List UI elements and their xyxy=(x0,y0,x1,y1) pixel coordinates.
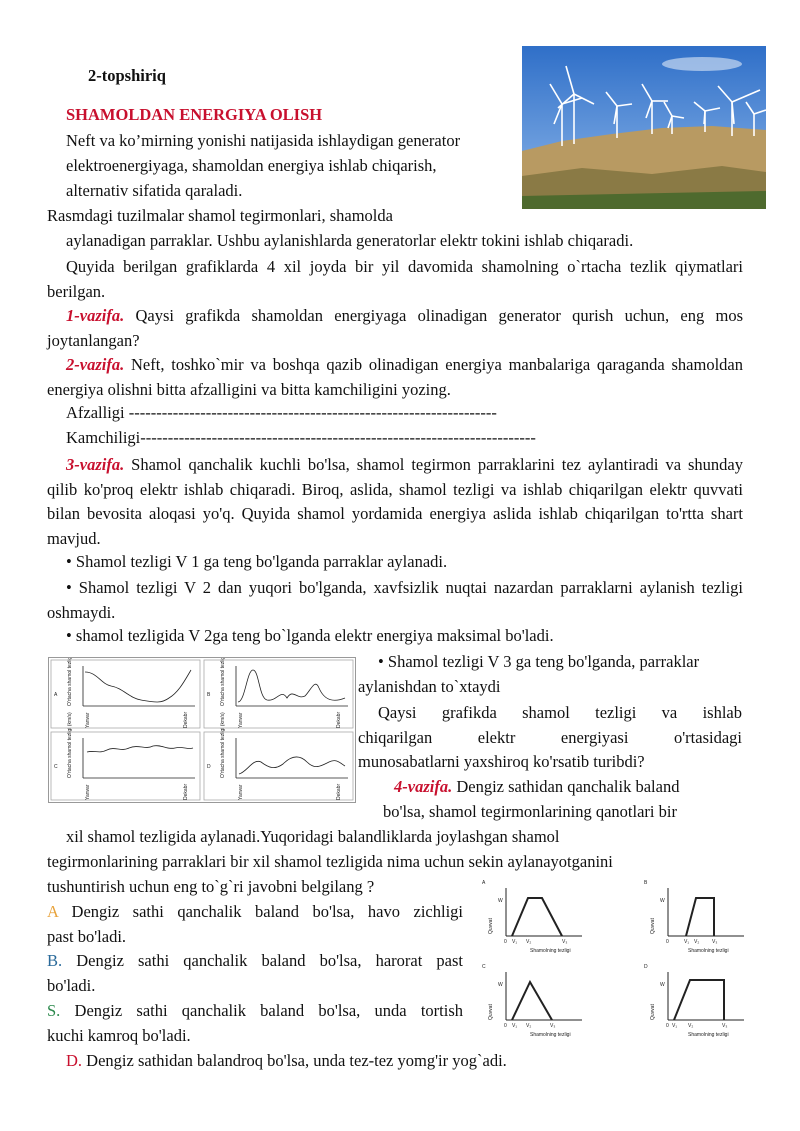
power-curve-c xyxy=(512,982,552,1020)
graph-label-d: D xyxy=(207,764,211,770)
power-a-tick-1: V₁ xyxy=(512,939,518,945)
option-a-text-1: Dengiz sathi qanchalik baland bo'lsa, havo zichligi xyxy=(58,902,463,921)
task-4-line-1 xyxy=(394,777,679,797)
power-b-tick-2: V₂ xyxy=(694,939,700,945)
graph-b-xend: Dekabr xyxy=(336,711,342,728)
task-4-line-5: tushuntirish uchun eng to`g`ri javobni belgilang ? xyxy=(47,877,375,896)
power-a-tick-2: V₂ xyxy=(526,939,532,945)
option-b-line-2: bo'ladi. xyxy=(47,976,96,995)
intro-line-2: elektroenergiyaga, shamoldan energiya ishlab chiqarish, xyxy=(66,156,437,175)
option-b-text-1: Dengiz sathi qanchalik baland bo'lsa, harorat past xyxy=(62,951,463,970)
intro-line-5: aylanadigan parraklar. Ushbu aylanishlarda generatorlar elektr tokini ishlab chiqaradi. xyxy=(66,231,634,250)
task-3-question-2: chiqarilgan elektr energiyasi o'rtasidagi xyxy=(358,728,742,747)
task-4-line-2: bo'lsa, shamol tegirmonlarining qanotlari bir xyxy=(383,802,677,821)
task-2-label: 2-vazifa. xyxy=(66,355,125,374)
task-4-line-4: tegirmonlarining parraklari bir xil shamol tezligida nima uchun sekin aylanayotganini xyxy=(47,852,613,871)
graph-b-ylabel: O'rtacha shamol tezligi (km/s) xyxy=(220,658,226,706)
graph-b-xstart: Yanvar xyxy=(238,712,244,728)
power-a-tick-0: 0 xyxy=(504,939,507,945)
condition-2: • Shamol tezligi V 2 dan yuqori bo'lganda, xavfsizlik nuqtai nazardan parraklarni aylanish tezligi oshmaydi. xyxy=(47,578,743,622)
intro-line-4: Rasmdagi tuzilmalar shamol tegirmonlari, shamolda xyxy=(47,206,393,225)
kamchiligi-answer-line[interactable]: Kamchiligi------------------------------------------------------------------------ xyxy=(66,428,536,447)
power-c-tick-2: V₂ xyxy=(526,1023,532,1029)
option-b[interactable] xyxy=(47,951,463,971)
power-curve-a xyxy=(512,898,562,936)
graph-c-xend: Dekabr xyxy=(183,783,189,800)
power-c-w: W xyxy=(498,982,503,988)
intro-line-1: Neft va ko’mirning yonishi natijasida ishlaydigan generator xyxy=(66,131,461,150)
condition-4-line-1: • Shamol tezligi V 3 ga teng bo'lganda, parraklar xyxy=(378,652,700,671)
intro-paragraph: Quyida berilgan grafiklarda 4 xil joyda bir yil davomida shamolning o`rtacha tezlik qiymatlari berilgan. xyxy=(47,257,743,301)
power-graph-label-d: D xyxy=(644,964,648,970)
power-curve-b xyxy=(686,898,714,936)
power-c-xlabel: Shamolning tezligi xyxy=(530,1032,571,1038)
option-b-letter: B. xyxy=(47,951,63,970)
task-2 xyxy=(47,353,743,402)
power-d-tick-2: V₂ xyxy=(688,1023,694,1029)
graph-d-xstart: Yanvar xyxy=(238,784,244,800)
wind-speed-graphs xyxy=(48,657,356,803)
condition-1: • Shamol tezligi V 1 ga teng bo'lganda parraklar aylanadi. xyxy=(66,552,448,571)
power-b-tick-0: 0 xyxy=(666,939,669,945)
power-c-ylabel: Quvvat xyxy=(488,1004,494,1020)
power-b-tick-3: V₃ xyxy=(712,939,718,945)
wind-turbines-photo xyxy=(522,46,766,209)
power-a-w: W xyxy=(498,898,503,904)
afzalligi-answer-line[interactable]: Afzalligi ------------------------------------------------------------------- xyxy=(66,403,497,422)
graph-a-xstart: Yanvar xyxy=(85,712,91,728)
graph-label-a: A xyxy=(54,692,58,698)
option-s-text-1: Dengiz sathi qanchalik baland bo'lsa, unda tortish xyxy=(60,1001,463,1020)
power-a-ylabel: Quvvat xyxy=(488,918,494,934)
task-3-label: 3-vazifa. xyxy=(66,455,125,474)
task-4-line-3: xil shamol tezligida aylanadi.Yuqoridagi balandliklarda joylashgan shamol xyxy=(66,827,560,846)
power-b-xlabel: Shamolning tezligi xyxy=(688,948,729,954)
power-graph-label-c: C xyxy=(482,964,486,970)
task-1 xyxy=(47,304,743,353)
power-c-tick-3: V₃ xyxy=(550,1023,556,1029)
power-a-tick-3: V₃ xyxy=(562,939,568,945)
power-b-ylabel: Quvvat xyxy=(650,918,656,934)
option-d-letter: D. xyxy=(66,1051,83,1070)
task-3 xyxy=(47,453,743,551)
task-2-text: Neft, toshko`mir va boshqa qazib olinadigan energiya manbalariga qaraganda shamoldan energiya olishni bitta afzalligini va bitta kamchiligini yozing. xyxy=(47,355,743,399)
graph-label-b: B xyxy=(207,692,211,698)
option-a[interactable] xyxy=(47,902,463,922)
graph-d-xend: Dekabr xyxy=(336,783,342,800)
option-d-text-1: Dengiz sathidan balandroq bo'lsa, unda tez-tez yomg'ir yog`adi. xyxy=(82,1051,507,1070)
power-graph-label-b: B xyxy=(644,880,648,886)
option-a-letter: A xyxy=(47,902,59,921)
task-3-question-3: munosabatlarni yaxshiroq ko'rsatib turibdi? xyxy=(358,752,645,771)
power-d-tick-3: V₃ xyxy=(722,1023,728,1029)
graph-a-xend: Dekabr xyxy=(183,711,189,728)
option-s-letter: S. xyxy=(47,1001,61,1020)
task-4-text-1: Dengiz sathidan qanchalik baland xyxy=(452,777,680,796)
graph-c-xstart: Yanvar xyxy=(85,784,91,800)
option-a-line-2: past bo'ladi. xyxy=(47,927,127,946)
graph-c-ylabel: O'rtacha shamol tezligi (km/s) xyxy=(67,712,73,778)
power-d-xlabel: Shamolning tezligi xyxy=(688,1032,729,1038)
option-s-line-2: kuchi kamroq bo'ladi. xyxy=(47,1026,191,1045)
condition-4-line-2: aylanishdan to`xtaydi xyxy=(358,677,501,696)
task-4-label: 4-vazifa. xyxy=(394,777,453,796)
graph-a-ylabel: O'rtacha shamol tezligi (km/s) xyxy=(67,658,73,706)
power-b-tick-1: V₁ xyxy=(684,939,690,945)
task-1-label: 1-vazifa. xyxy=(66,306,125,325)
page-title: SHAMOLDAN ENERGIYA OLISH xyxy=(66,105,323,124)
option-d[interactable] xyxy=(66,1051,507,1071)
power-curve-d xyxy=(674,980,724,1020)
task-3-question-1: Qaysi grafikda shamol tezligi va ishlab xyxy=(378,703,742,722)
power-c-tick-0: 0 xyxy=(504,1023,507,1029)
power-d-tick-0: 0 xyxy=(666,1023,669,1029)
option-s[interactable] xyxy=(47,1001,463,1021)
power-c-tick-1: V₁ xyxy=(512,1023,518,1029)
power-d-ylabel: Quvvat xyxy=(650,1004,656,1020)
graph-label-c: C xyxy=(54,764,58,770)
power-graph-label-a: A xyxy=(482,880,486,886)
condition-3: • shamol tezligida V 2ga teng bo`lganda elektr energiya maksimal bo'ladi. xyxy=(66,626,554,645)
task-3-text: Shamol qanchalik kuchli bo'lsa, shamol tegirmon parraklarini tez aylantiradi va shunday qilib ko'proq elektr ishlab chiqaradi. Biroq, aslida, shamol tezligi va ishlab chiqarilgan elektr quvvati bilan bevosita aloqasi yo'q. Quyida shamol yordamida energiya aslida ishlab chiqarilgan to'rtta shart mavjud. xyxy=(47,455,743,548)
power-a-xlabel: Shamolning tezligi xyxy=(530,948,571,954)
task-heading: 2-topshiriq xyxy=(88,66,166,85)
power-curve-graphs xyxy=(478,874,748,1042)
intro-line-3: alternativ sifatida qaraladi. xyxy=(66,181,243,200)
graph-d-ylabel: O'rtacha shamol tezligi (km/s) xyxy=(220,712,226,778)
power-d-w: W xyxy=(660,982,665,988)
power-b-w: W xyxy=(660,898,665,904)
task-1-text: Qaysi grafikda shamoldan energiyaga olinadigan generator qurish uchun, eng mos joytanlangan? xyxy=(47,306,743,350)
power-d-tick-1: V₁ xyxy=(672,1023,678,1029)
